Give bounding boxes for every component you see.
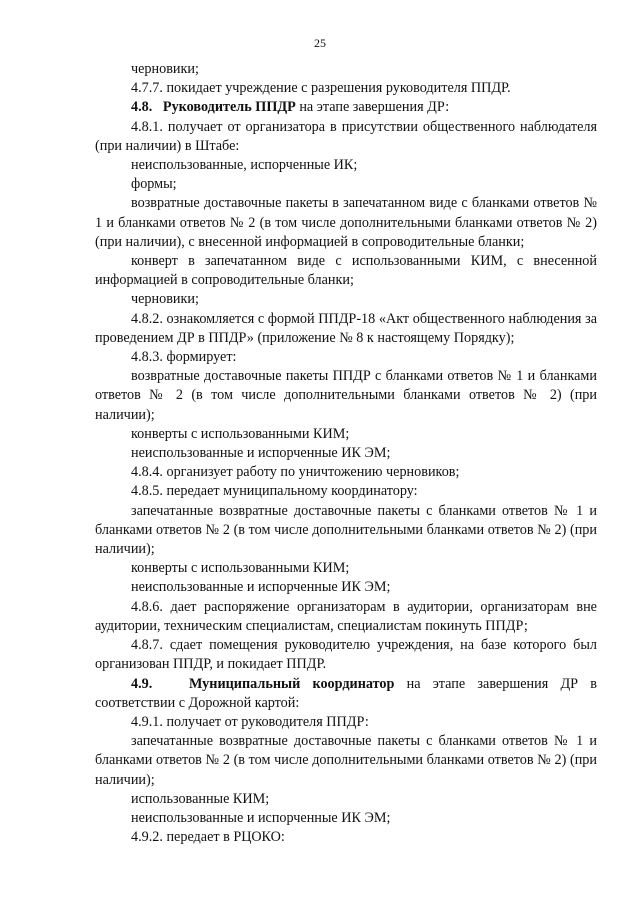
section-heading-bold: 4.8. Руководитель ППДР	[131, 99, 296, 116]
paragraph: возвратные доставочные пакеты ППДР с бланками ответов № 1 и бланками ответов № 2 (в том числе дополнительными бланками ответов № 2) (при наличии);	[95, 368, 597, 423]
section-heading-rest: на этапе завершения ДР в соответствии с Дорожной картой:	[95, 675, 597, 711]
section-heading-4-8	[95, 98, 597, 117]
paragraph: 4.7.7. покидает учреждение с разрешения руководителя ППДР.	[131, 80, 511, 97]
section-heading-4-9	[95, 675, 597, 713]
paragraph: 4.8.5. передает муниципальному координатору:	[131, 483, 418, 500]
paragraph: конверты с использованными КИМ;	[131, 425, 350, 442]
paragraph: возвратные доставочные пакеты в запечатанном виде с бланками ответов № 1 и бланками ответов № 2 (в том числе дополнительными бланками ответов № 2) (при наличии), с внесенной информацией в сопроводительные бланки;	[95, 195, 597, 250]
paragraph: неиспользованные и испорченные ИК ЭМ;	[131, 445, 391, 462]
paragraph: неиспользованные, испорченные ИК;	[131, 157, 358, 174]
section-heading-rest: на этапе завершения ДР:	[295, 99, 450, 116]
paragraph: 4.8.7. сдает помещения руководителю учреждения, на базе которого был организован ППДР, и покидает ППДР.	[95, 637, 597, 673]
section-heading-bold: 4.9. Муниципальный координатор	[131, 675, 395, 692]
page-number: 25	[314, 36, 326, 50]
paragraph: черновики;	[131, 61, 199, 77]
paragraph: неиспользованные и испорченные ИК ЭМ;	[131, 579, 391, 596]
paragraph: формы;	[131, 176, 177, 193]
paragraph: конверты с использованными КИМ;	[131, 560, 350, 577]
paragraph: 4.8.3. формирует:	[131, 349, 237, 366]
paragraph: запечатанные возвратные доставочные пакеты с бланками ответов № 1 и бланками ответов № 2 (в том числе дополнительными бланками ответов № 2) (при наличии);	[95, 733, 597, 788]
paragraph: 4.8.6. дает распоряжение организаторам в аудитории, организаторам вне аудитории, техническим специалистам, специалистам покинуть ППДР;	[95, 598, 597, 634]
paragraph: 4.8.4. организует работу по уничтожению черновиков;	[131, 464, 460, 481]
document-body	[95, 60, 597, 847]
paragraph: использованные КИМ;	[131, 790, 270, 807]
paragraph: черновики;	[131, 291, 199, 308]
paragraph: 4.8.1. получает от организатора в присутствии общественного наблюдателя (при наличии) в Штабе:	[95, 118, 597, 154]
paragraph: 4.9.2. передает в РЦОКО:	[131, 829, 285, 846]
paragraph: запечатанные возвратные доставочные пакеты с бланками ответов № 1 и бланками ответов № 2 (в том числе дополнительными бланками ответов № 2) (при наличии);	[95, 502, 597, 558]
paragraph: конверт в запечатанном виде с использованными КИМ, с внесенной информацией в сопроводительные бланки;	[95, 253, 597, 289]
paragraph: 4.9.1. получает от руководителя ППДР:	[131, 713, 369, 730]
paragraph: 4.8.2. ознакомляется с формой ППДР-18 «Акт общественного наблюдения за проведением ДР в ППДР» (приложение № 8 к настоящему Порядку);	[95, 310, 597, 346]
paragraph: неиспользованные и испорченные ИК ЭМ;	[131, 809, 391, 826]
